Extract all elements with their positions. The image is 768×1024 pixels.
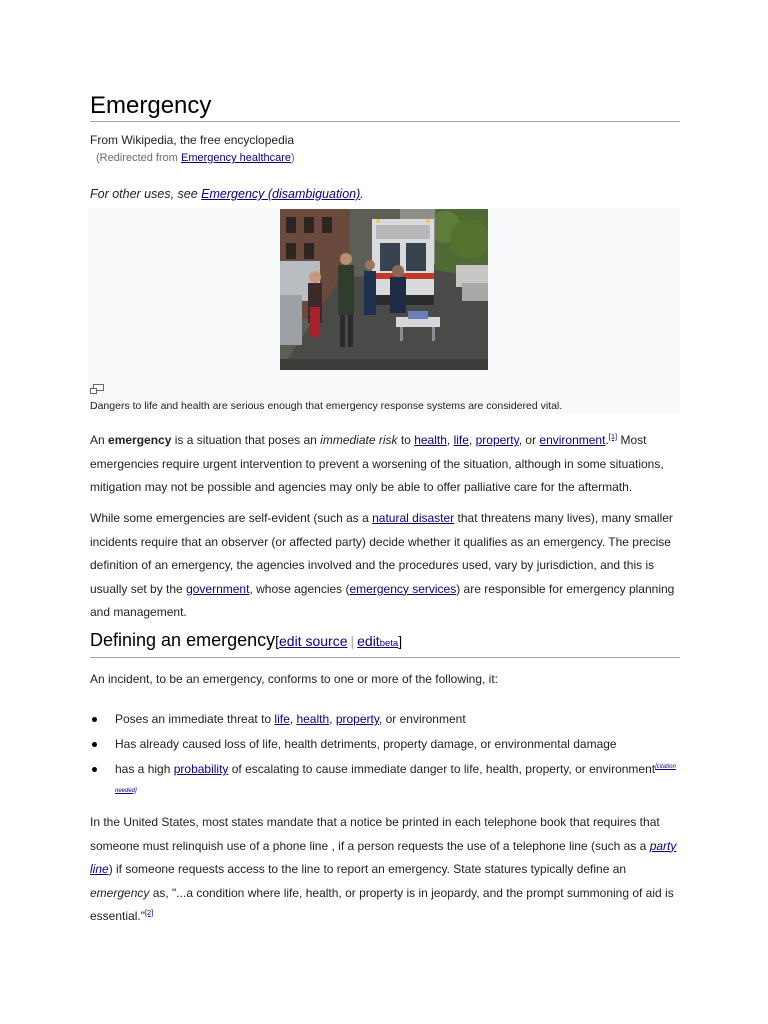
site-subtitle: From Wikipedia, the free encyclopedia: [90, 133, 295, 147]
bracket-open: [: [275, 633, 279, 649]
text-run: ) if someone requests access to the line to report an emergency. State statures typically define an: [108, 862, 627, 876]
redirect-suffix: ): [291, 152, 295, 164]
text-run: Most emergencies require urgent intervention to prevent a worsening of the situation, although in some situations, mitigation may not be possible and agencies may only be able to offer palliative care for the aftermath.: [90, 433, 664, 494]
emergency-services-link[interactable]: emergency services: [349, 581, 457, 596]
text-run: to: [397, 433, 415, 447]
reference-1-link[interactable]: [1]: [608, 432, 618, 441]
text-run: .: [605, 433, 609, 447]
text-run: , whose agencies (: [249, 581, 350, 596]
reference-2-link[interactable]: [2]: [144, 908, 154, 917]
text-run: An: [90, 433, 109, 447]
section-heading: [90, 628, 680, 658]
beta-label: beta: [379, 638, 399, 649]
text-run: of escalating to cause immediate danger to life, health, property, or environment: [228, 762, 656, 776]
enlarge-icon[interactable]: [90, 381, 104, 391]
natural-disaster-link[interactable]: natural disaster: [372, 511, 455, 525]
page-title: Emergency: [90, 92, 680, 122]
italic-term: immediate risk: [320, 433, 398, 447]
health-link[interactable]: health: [296, 712, 330, 726]
bold-term: emergency: [108, 433, 172, 447]
text-run: that threatens many lives), many smaller incidents require that an observer (or affected party) decide whether it qualifies as an emergency. The precise definition of an emergency, the agencies involved and the procedures used, vary by jurisdiction, and this is usually set by the: [90, 511, 673, 596]
redirect-notice: [96, 152, 295, 164]
text-run: ,: [468, 433, 476, 447]
text-run: as, "...a condition where life, health, or property is in jeopardy, and the prompt summoning of aid is essential.": [90, 885, 674, 923]
text-run: While some emergencies are self-evident (such as a: [90, 511, 373, 525]
edit-beta-link[interactable]: [357, 633, 398, 649]
property-link[interactable]: property: [335, 712, 379, 726]
health-link[interactable]: health: [414, 433, 447, 447]
lead-figure: [88, 209, 680, 413]
probability-link[interactable]: probability: [173, 762, 229, 776]
us-paragraph: [90, 811, 680, 929]
section-intro-paragraph: An incident, to be an emergency, conforms to one or more of the following, it:: [90, 672, 498, 686]
text-run: , or environment: [378, 712, 466, 726]
disambiguation-link[interactable]: Emergency (disambiguation): [201, 187, 361, 201]
citation-needed-link[interactable]: [citation needed]: [115, 764, 676, 794]
ambulance-photo[interactable]: [280, 209, 488, 370]
intro-paragraph-1: [90, 429, 680, 500]
text-run: ,: [329, 712, 336, 726]
text-run: has a high: [115, 762, 174, 776]
redirect-link[interactable]: Emergency healthcare: [180, 152, 292, 164]
italic-term: emergency: [90, 885, 150, 900]
hatnote-suffix: .: [360, 187, 364, 201]
criteria-list: [90, 708, 680, 807]
figure-caption: Dangers to life and health are serious enough that emergency response systems are considered vital.: [90, 400, 563, 412]
property-link[interactable]: property: [475, 433, 519, 447]
text-run: ,: [289, 712, 297, 726]
life-link[interactable]: life: [274, 712, 290, 726]
text-run: , or: [518, 433, 540, 447]
environment-link[interactable]: environment: [539, 433, 606, 447]
hatnote: [90, 187, 364, 201]
section-heading-text: Defining an emergency: [90, 630, 276, 650]
text-run: Poses an immediate threat to: [115, 712, 275, 726]
list-item: [90, 758, 680, 805]
list-item: Has already caused loss of life, health detriments, property damage, or environmental damage: [90, 733, 680, 757]
government-link[interactable]: government: [186, 581, 250, 596]
edit-source-link[interactable]: edit source: [279, 633, 348, 649]
section-edit-links: [275, 633, 402, 649]
list-item: [90, 708, 680, 732]
edit-separator: |: [350, 633, 355, 649]
hatnote-prefix: For other uses, see: [90, 187, 202, 201]
life-link[interactable]: life: [453, 433, 469, 447]
text-run: ,: [446, 433, 454, 447]
bracket-close: ]: [398, 633, 403, 649]
edit-label: edit: [357, 633, 380, 649]
text-run: ) are responsible for emergency planning and management.: [90, 581, 675, 619]
party-line-link[interactable]: party line: [90, 838, 677, 876]
text-run: In the United States, most states mandate that a notice be printed in each telephone book that requires that someone must relinquish use of a phone line , if a person requests the use of a telephone line (such as a: [90, 815, 660, 853]
redirect-prefix: (Redirected from: [96, 152, 181, 164]
intro-paragraph-2: [90, 507, 680, 625]
text-run: is a situation that poses an: [171, 433, 321, 447]
